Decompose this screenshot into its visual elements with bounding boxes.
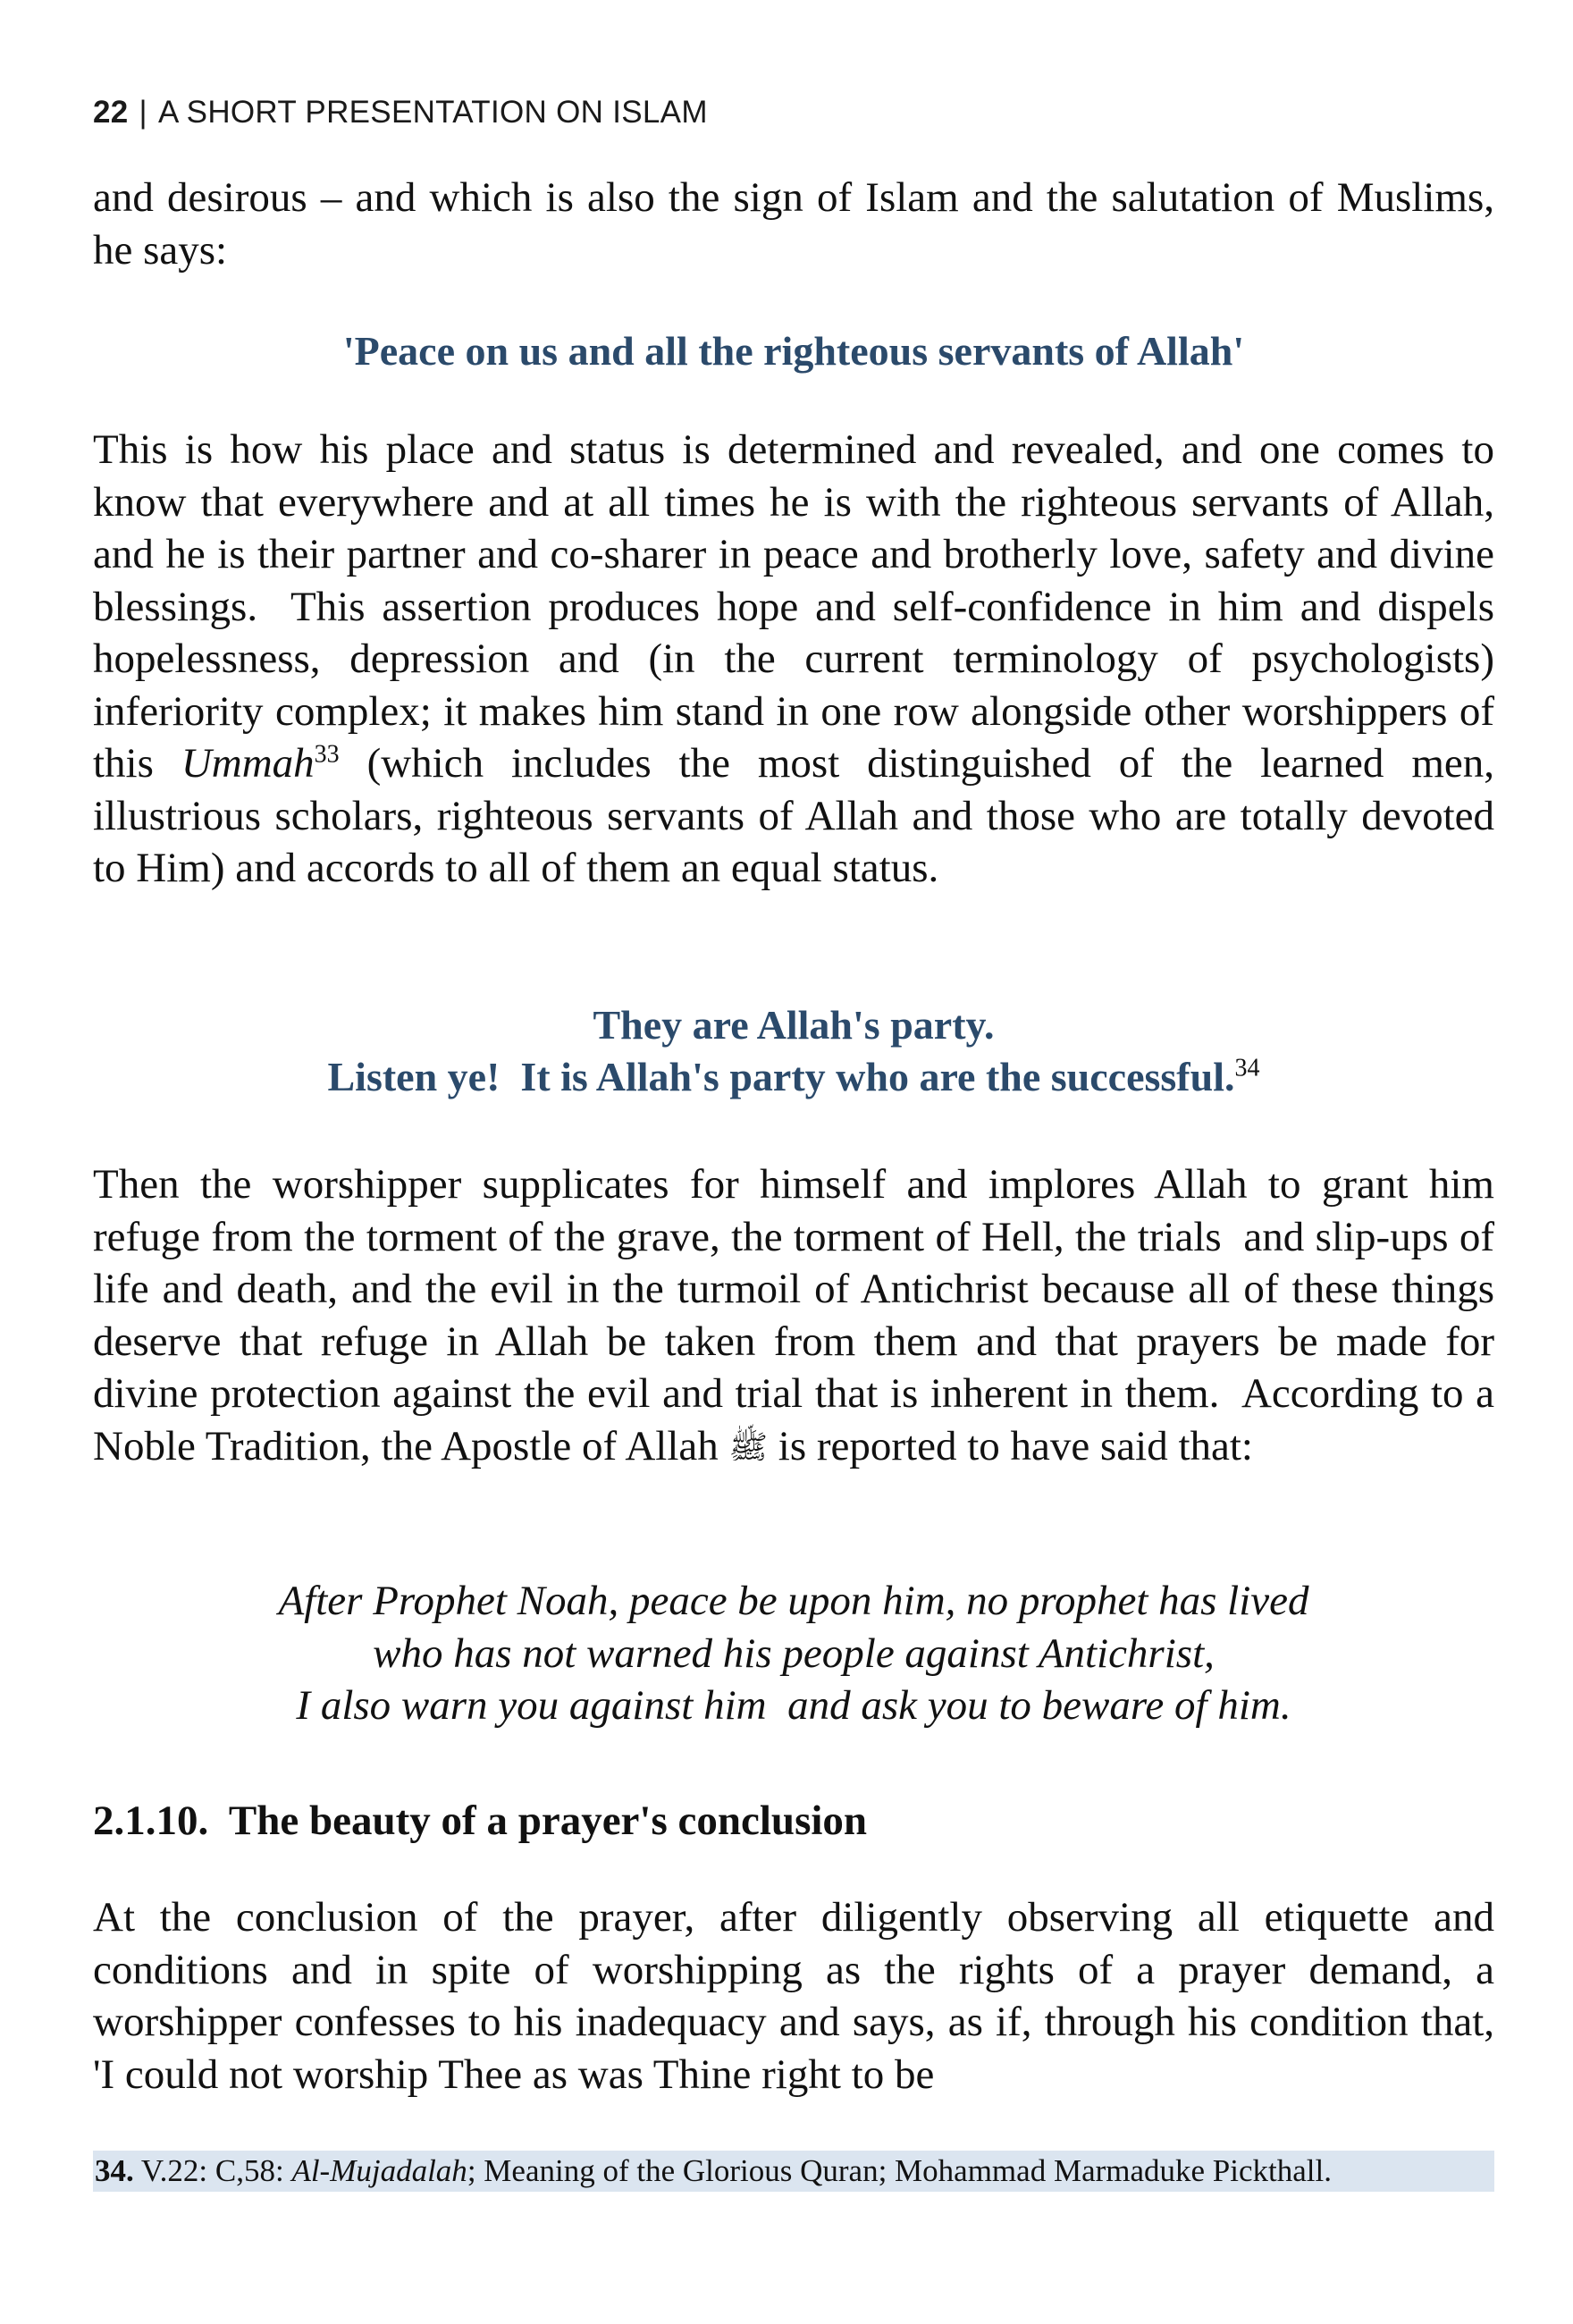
intro-paragraph: and desirous – and which is also the sign of Islam and the salutation of Muslims, he says: — [93, 174, 1494, 274]
hadith-line3: I also warn you against him and ask you to beware of him. — [296, 1682, 1291, 1729]
status-paragraph — [93, 424, 1494, 895]
hadith-quote — [93, 1575, 1494, 1732]
footnote-ref-33: 33 — [314, 740, 340, 769]
footnote-source: ; Meaning of the Glorious Quran; Mohammad Marmaduke Pickthall. — [467, 2153, 1332, 2188]
allahs-party-quote — [93, 999, 1494, 1103]
hadith-line2: who has not warned his people against Antichrist, — [373, 1629, 1215, 1677]
section-heading: 2.1.10. The beauty of a prayer's conclusion — [93, 1798, 868, 1844]
running-header — [93, 95, 708, 131]
refuge-text-end: is reported to have said that: — [768, 1422, 1253, 1469]
conclusion-paragraph: At the conclusion of the prayer, after diligently observing all etiquette and conditions and in spite of worshipping as the rights of a prayer demand, a worshipper confesses to his inadequacy and says, as if, through his condition that, 'I could not worship Thee as was Thine right to be — [93, 1894, 1494, 2098]
page-number: 22 — [93, 95, 129, 130]
header-separator: | — [139, 95, 147, 130]
status-text-part2: (which includes the most distinguished of the learned men, illustrious scholars, righteous servants of Allah and those who are totally devoted to Him) and accords to all of them an equal status. — [93, 740, 1494, 891]
footnote-surah: Al-Mujadalah — [291, 2153, 467, 2188]
hadith-line1: After Prophet Noah, peace be upon him, no prophet has lived — [278, 1578, 1309, 1624]
footnote-ref-34: 34 — [1234, 1054, 1260, 1082]
footnote-34 — [93, 2151, 1494, 2192]
status-text-part1: This is how his place and status is determined and revealed, and one comes to know that everywhere and at all times he is with the righteous servants of Allah, and he is their partner and co-sharer in peace and brotherly love, safety and divine blessings. This assertion produces hope and self-confidence in him and dispels hopelessness, depression and (in the current terminology of psychologists) inferiority complex; it makes him stand in one row alongside other worshippers of this — [93, 426, 1494, 787]
book-title: A SHORT PRESENTATION ON ISLAM — [157, 95, 708, 130]
party-quote-line2: Listen ye! It is Allah's party who are the successful. — [327, 1054, 1235, 1099]
footnote-reference: V.22: C,58: — [133, 2153, 292, 2188]
ummah-term: Ummah — [181, 740, 315, 787]
footnote-number: 34. — [95, 2153, 134, 2188]
refuge-text: Then the worshipper supplicates for himself and implores Allah to grant him refuge from the torment of the grave, the torment of Hell, the trials and slip-ups of life and death, and the evil in the turmoil of Antichrist because all of these things deserve that refuge in Allah be taken from them and that prayers be made for divine protection against the evil and trial that is inherent in them. According to a Noble Tradition, the Apostle of Allah — [93, 1161, 1494, 1469]
peace-quote: 'Peace on us and all the righteous servants of Allah' — [342, 328, 1245, 374]
refuge-paragraph — [93, 1158, 1494, 1473]
salutation-symbol-icon: ﷺ — [728, 1428, 769, 1465]
party-quote-line1: They are Allah's party. — [593, 1002, 995, 1048]
